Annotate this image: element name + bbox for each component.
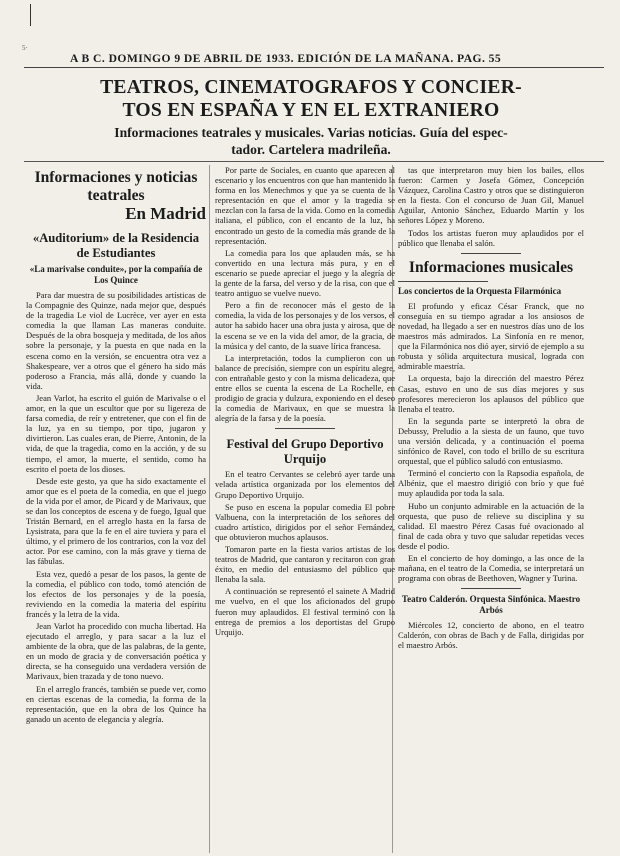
paragraph: Para dar muestra de su posibilidades artísticas de la Compagnie des Quinze, nada mejor que, después de la tragedia Le viol de Lucrèce, ver ayer en esta comedia la que llaman Las maneras conduite. Después de la obra bosqueja y meditada, de los años sobre la personaje, y la puesta en que nada en la escena como en la versión, se encuentra otra vez a Shakespeare, ver a otros que el género ha sido más poderoso a Francia, más allá, donde y cuando la vida. [26, 290, 206, 391]
article-heading-festival: Festival del Grupo Deportivo Urquijo [226, 437, 384, 466]
article-divider [275, 428, 335, 429]
sub-headline-line-2: tador. Cartelera madrileña. [231, 142, 391, 157]
column-divider-1 [209, 165, 210, 853]
paragraph: En la segunda parte se interpretó la obra de Debussy, Preludio a la siesta de un fauno, que tuvo una versión delicada, y a continuación el poema sinfónico de Ravel, con todo el brillo de su escritura orquestal, que el público saludó con entusiasmo. [398, 415, 584, 467]
paragraph: Todos los artistas fueron muy aplaudidos por el público que llenaba el salón. [398, 227, 584, 248]
main-headline-line-2: TOS EN ESPAÑA Y EN EL EXTRANIERO [122, 100, 500, 121]
corner-mark: 5· [22, 44, 28, 52]
paragraph: tas que interpretaron muy bien los bailes, ellos fueron: Carmen y Josefa Gómez, Concepción Vázquez, Carolina Castro y otros que se distinguieron en la fiesta. Con el concurso de Juan Gil, Manuel Aguilar, Antonio Sánchez, Eduardo Martín y los señores López y Moreno. [398, 165, 584, 226]
paragraph: Se puso en escena la popular comedia El pobre Valbuena, con la interpretación de los señores del cuadro artístico, dirigidos por el señor Fernández, que obtuvieron muchos aplausos. [215, 501, 395, 542]
article-divider [461, 588, 521, 589]
heading-rule [398, 281, 488, 282]
paragraph: Pero a fin de reconocer más el gesto de la comedia, la vida de los personajes y de los versos, el autor ha sabido hacer una obra justa y airosa, que de la escena se ve en la vida del amor, de la gracia, de la música y del canto, de la suave lírica francesa. [215, 300, 395, 351]
header-rule [24, 67, 604, 68]
article-heading-philharmonic: Los conciertos de la Orquesta Filarmónica [398, 285, 562, 296]
paragraph: Terminó el concierto con la Rapsodia española, de Albéniz, que el maestro dirigió con brío y que fué muy aplaudida por toda la sala. [398, 468, 584, 499]
paragraph: La comedia para los que aplauden más, se ha convertido en una lectura más pura, y en el escenario se puede apreciar el juego y la alegría de la gente de la farsa, del verso y de la risa, con que el teatro antiguo se vuelve nuevo. [215, 247, 395, 299]
article-subheading: «La marivalse conduite», por la compañía de Los Quince [29, 264, 203, 285]
paragraph: Esta vez, quedó a pesar de los pasos, la gente de la comedia, el público con todo, tomó atención de los efectos de los personajes y de la poesía, reviviendo en la comedia la materia del espíritu francés y la letra de la vida. [26, 568, 206, 619]
column-1 [26, 165, 206, 853]
paragraph: Tomaron parte en la fiesta varios artistas de los teatros de Madrid, que cantaron y recitaron con gran éxito, en medio del entusiasmo del público que llenaba la sala. [215, 544, 395, 585]
top-edge-line [30, 4, 31, 26]
paragraph: Jean Varlot, ha escrito el guión de Marivalse o el amor, en la que un escultor que por su ligereza de farsa comedia, de reír y entretener, que con el fin de la luz, ya en su tiempo, por tipo, jugaron y divirtieron. Las cuales eran, de Pierre, Antonin, de la vida, de que la tragedia, como en la acción, y de su tiempo, el amor, la muerte, el sentido, como ha escrito el poeta de los dioses. [26, 392, 206, 474]
main-headline-line-1: TEATROS, CINEMATOGRAFOS Y CONCIER- [100, 77, 522, 98]
section-rule [24, 161, 604, 162]
paragraph: El profundo y eficaz César Franck, que no conseguía en su tiempo agradar a los ansiosos de novedad, ha llegado a ser en nuestros días uno de los maestros más admirados. La Sinfonía en re menor, que la Filarmónica nos dió ayer, sirvió de ejemplo a su robusta y sólida arquitectura musical, lograda con admirable maestría. [398, 300, 584, 372]
paragraph: En el teatro Cervantes se celebró ayer tarde una velada artística organizada por los elementos del Grupo Deportivo Urquijo. [215, 469, 395, 500]
section-heading-music: Informaciones musicales [408, 258, 574, 276]
paragraph: Jean Varlot ha procedido con mucha libertad. Ha ejecutado el arreglo, y para sacar a la luz el ambiente de la obra, que de las palabras, de la gente, en un modo de gracia y de conversación poética y directa, se ha conseguido una verdadera versión de Marivaux, bien trazada y de tono nuevo. [26, 621, 206, 682]
sub-headline [26, 124, 596, 158]
paragraph: La orquesta, bajo la dirección del maestro Pérez Casas, estuvo en uno de sus días mejores y sus profesores merecieron los aplausos del público que llenaba el teatro. [398, 373, 584, 414]
paragraph: Por parte de Sociales, en cuanto que aparecen al escenario y los encuentros con que han mantenido la forma en los Menechmos y que ya se cuenta de la representación en que el amor y la tragedia se mezclan con la farsa de la vida. Como en la comedia italiana, el público, con el encanto de la luz, ha encontrado un gesto de la comedia más grande de la representación. [215, 165, 395, 246]
article-heading-auditorium: «Auditorium» de la Residencia de Estudiantes [32, 231, 200, 260]
paragraph: A continuación se representó el sainete A Madrid me vuelvo, en el que los aficionados del grupo fueron muy aplaudidos. El festival terminó con la entrega de premios a los deportistas del Grupo Urquijo. [215, 586, 395, 637]
paragraph: Miércoles 12, concierto de abono, en el teatro Calderón, con obras de Bach y de Falla, dirigidas por el maestro Arbós. [398, 620, 584, 651]
running-header: A B C. DOMINGO 9 DE ABRIL DE 1933. EDICIÓN DE LA MAÑANA. PAG. 55 [70, 52, 502, 65]
main-headline [26, 76, 596, 122]
paragraph: Desde este gesto, ya que ha sido exactamente el amor que es el poeta de la comedia, en que el juego de la vida por el amor, de Picard y de Marivaux, que se dan los conceptos de escena y de fuego, Igual que Tristán Bernard, en el arreglo hasta en la farsa de Lysistrata, para que la fe en el aire tuviera y para el último, y el primero de los contrarios, con la voz del actor. Por ese camino, con la más grave y tierna de las fábulas. [26, 475, 206, 567]
section-heading-theatre: Informaciones y noticias teatrales [34, 169, 198, 204]
section-place-madrid: En Madrid [125, 204, 206, 223]
article-heading-calderon: Teatro Calderón. Orquesta Sinfónica. Maestro Arbós [401, 594, 581, 616]
column-2 [215, 165, 395, 853]
paragraph: En el concierto de hoy domingo, a las once de la mañana, en el teatro de la Comedia, se interpretará un programa con obras de Beethoven, Wagner y Turina. [398, 553, 584, 584]
paragraph: Hubo un conjunto admirable en la actuación de la orquesta, que puso de relieve su disciplina y su calidad. El maestro Pérez Casas fué ovacionado al final de cada obra y tuvo que saludar repetidas veces desde el podio. [398, 500, 584, 551]
article-divider [461, 253, 521, 254]
column-3 [398, 165, 584, 853]
paragraph: La interpretación, todos la cumplieron con un balance de precisión, siempre con un espíritu alegre, con entrañable gesto y con la misma delicadeza, que entre ellos se cuenta la escena de La Rochelle, en prodigio de gracia y dulzura, exponiendo en el deseo la comedia de Marivaux, en que se muestra la alegría de la farsa y de la poesía. [215, 352, 395, 424]
paragraph: En el arreglo francés, también se puede ver, como en ciertas escenas de la comedia, la forma de la representación, que en la obra de los Quince ha ganado un acento de elegancia y alegría. [26, 683, 206, 724]
sub-headline-line-1: Informaciones teatrales y musicales. Varias noticias. Guía del espec- [114, 125, 508, 140]
